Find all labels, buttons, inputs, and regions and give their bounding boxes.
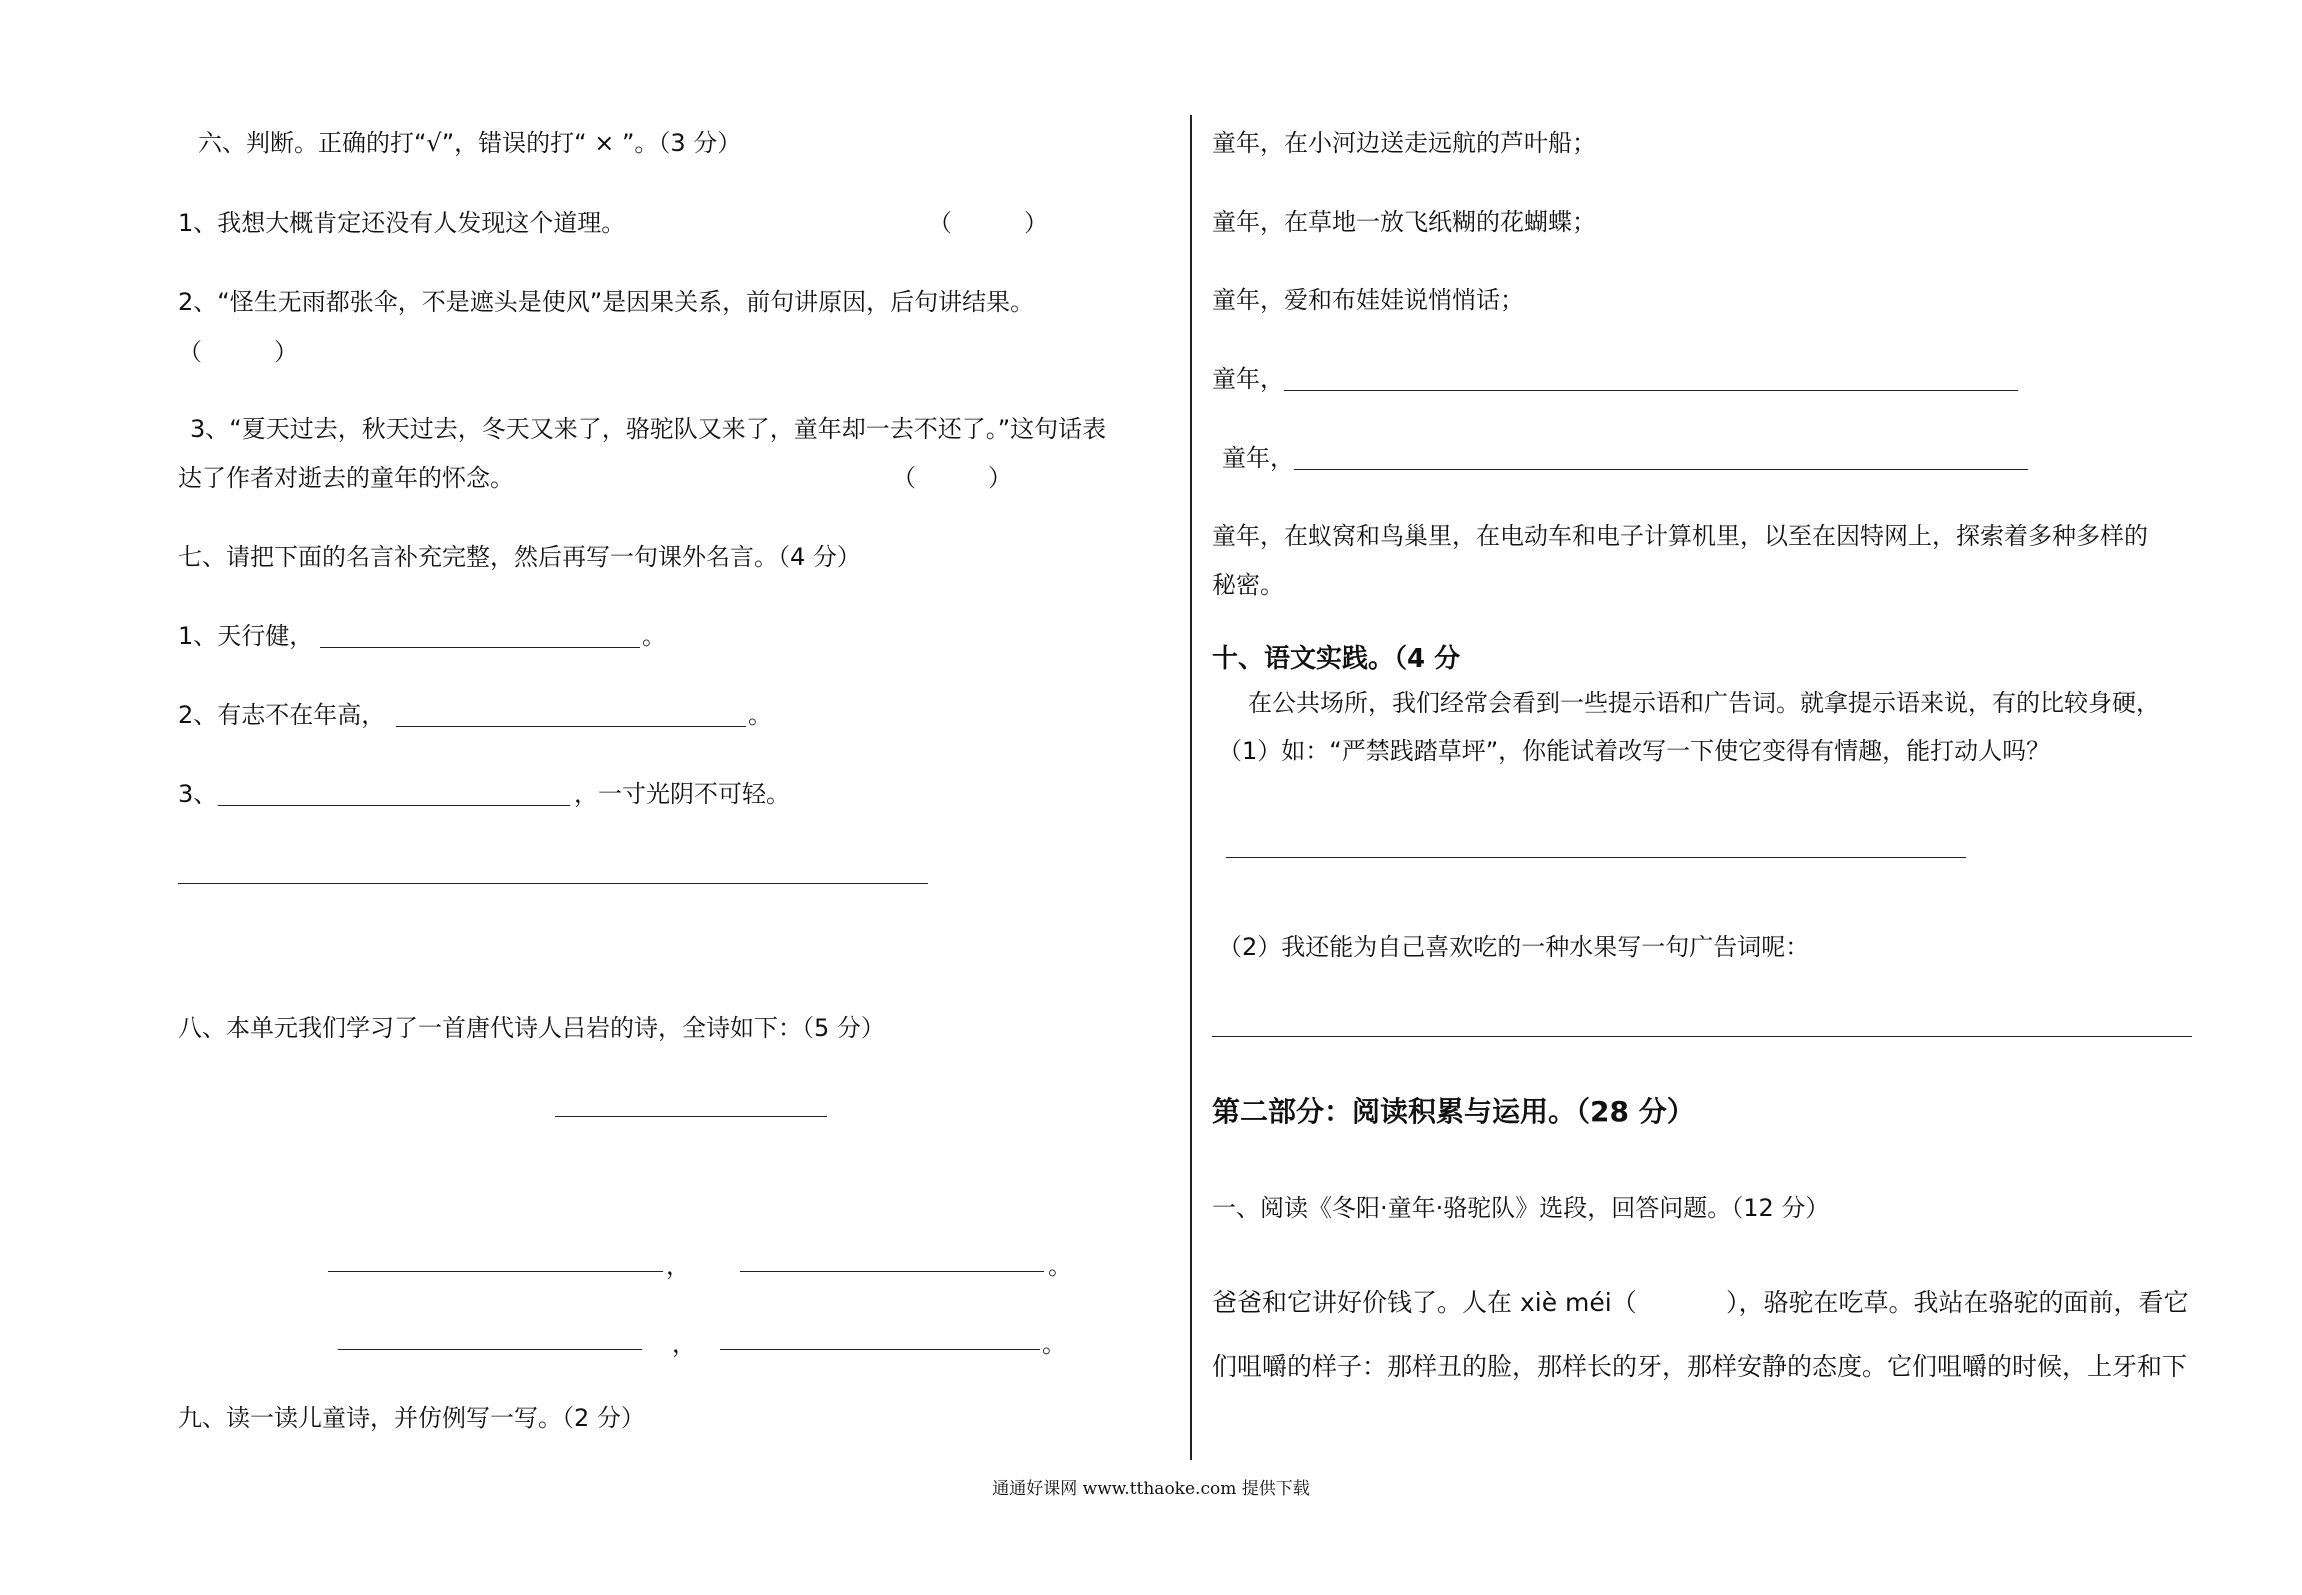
passage-line-1a: 爸爸和它讲好价钱了。人在 xiè méi（ [1212,1288,1637,1317]
s6-q1-answer-paren[interactable]: （ ） [928,209,1048,237]
poem-example-last-line2: 秘密。 [1212,571,1284,599]
part-2-title: 第二部分：阅读积累与运用。（28 分） [1212,1095,1695,1128]
s7-q3-blank[interactable] [218,805,570,806]
poem-line-2-blank[interactable] [740,1271,1044,1272]
s10-question-1: （1）如：“严禁践踏草坪”，你能试着改写一下使它变得有情趣，能打动人吗？ [1218,737,2051,765]
imitation-line-2-prefix: 童年， [1222,444,1294,472]
poem-example-last-line1: 童年，在蚁窝和鸟巢里，在电动车和电子计算机里，以至在因特网上，探索着多种多样的 [1212,522,2148,550]
s7-q1-prefix: 1、天行健， [178,622,314,650]
passage-line-2: 们咀嚼的样子：那样丑的脸，那样长的牙，那样安静的态度。它们咀嚼的时候，上牙和下 [1212,1352,2188,1381]
imitation-line-1-prefix: 童年， [1212,365,1284,393]
s10-question-2: （2）我还能为自己喜欢吃的一种水果写一句广告词呢： [1218,933,1810,961]
s7-q1-blank[interactable] [320,647,640,648]
column-divider [1190,115,1192,1460]
section-9-title: 九、读一读儿童诗，并仿例写一写。（2 分） [178,1404,645,1432]
s6-question-2: 2、“怪生无雨都张伞，不是遮头是使风”是因果关系，前句讲原因，后句讲结果。 [178,288,1035,316]
s6-question-1: 1、我想大概肯定还没有人发现这个道理。 [178,209,626,237]
s6-question-3-line1: 3、“夏天过去，秋天过去，冬天又来了，骆驼队又来了，童年却一去不还了。”这句话表 [190,415,1107,443]
poem-example-line-2: 童年，在草地一放飞纸糊的花蝴蝶； [1212,208,1596,236]
footer-credit: 通通好课网 www.tthaoke.com 提供下载 [992,1479,1310,1499]
poem-title-blank[interactable] [555,1116,827,1117]
s7-q1-suffix: 。 [642,622,666,650]
s10-q1-answer-blank[interactable] [1226,857,1966,858]
poem-line-4-period: 。 [1042,1330,1066,1358]
reading-1-title: 一、阅读《冬阳·童年·骆驼队》选段，回答问题。（12 分） [1212,1194,1830,1222]
section-8-title: 八、本单元我们学习了一首唐代诗人吕岩的诗，全诗如下：（5 分） [178,1014,885,1042]
s7-q3-suffix: ，一寸光阴不可轻。 [574,780,790,808]
imitation-line-2-blank[interactable] [1294,469,2028,470]
s10-q2-answer-blank[interactable] [1212,1036,2192,1037]
poem-line-3-blank[interactable] [338,1349,642,1350]
poem-line-4-blank[interactable] [720,1349,1040,1350]
s6-q2-answer-paren[interactable]: （ ） [178,338,298,366]
poem-line-3-comma: ， [672,1330,696,1358]
poem-line-1-blank[interactable] [328,1271,663,1272]
poem-line-1-comma: ， [666,1252,690,1280]
s7-q2-prefix: 2、有志不在年高， [178,701,386,729]
poem-example-line-1: 童年，在小河边送走远航的芦叶船； [1212,129,1596,157]
poem-line-2-period: 。 [1048,1252,1072,1280]
section-10-title: 十、语文实践。（4 分 [1212,644,1461,674]
s7-q2-suffix: 。 [748,701,772,729]
section-6-title: 六、判断。正确的打“√”，错误的打“ × ”。（3 分） [198,129,742,157]
imitation-line-1-blank[interactable] [1284,390,2018,391]
s10-intro: 在公共场所，我们经常会看到一些提示语和广告词。就拿提示语来说，有的比较身硬， [1248,689,2160,717]
s6-question-3-line2: 达了作者对逝去的童年的怀念。 [178,464,514,492]
s7-q2-blank[interactable] [396,726,746,727]
s6-q3-answer-paren[interactable]: （ ） [892,464,1012,492]
s7-q3-prefix: 3、 [178,780,218,808]
s7-extra-quote-blank[interactable] [178,883,928,884]
passage-line-1b: ），骆驼在吃草。我站在骆驼的面前，看它 [1726,1288,2189,1317]
poem-example-line-3: 童年，爱和布娃娃说悄悄话； [1212,286,1524,314]
section-7-title: 七、请把下面的名言补充完整，然后再写一句课外名言。（4 分） [178,543,861,571]
